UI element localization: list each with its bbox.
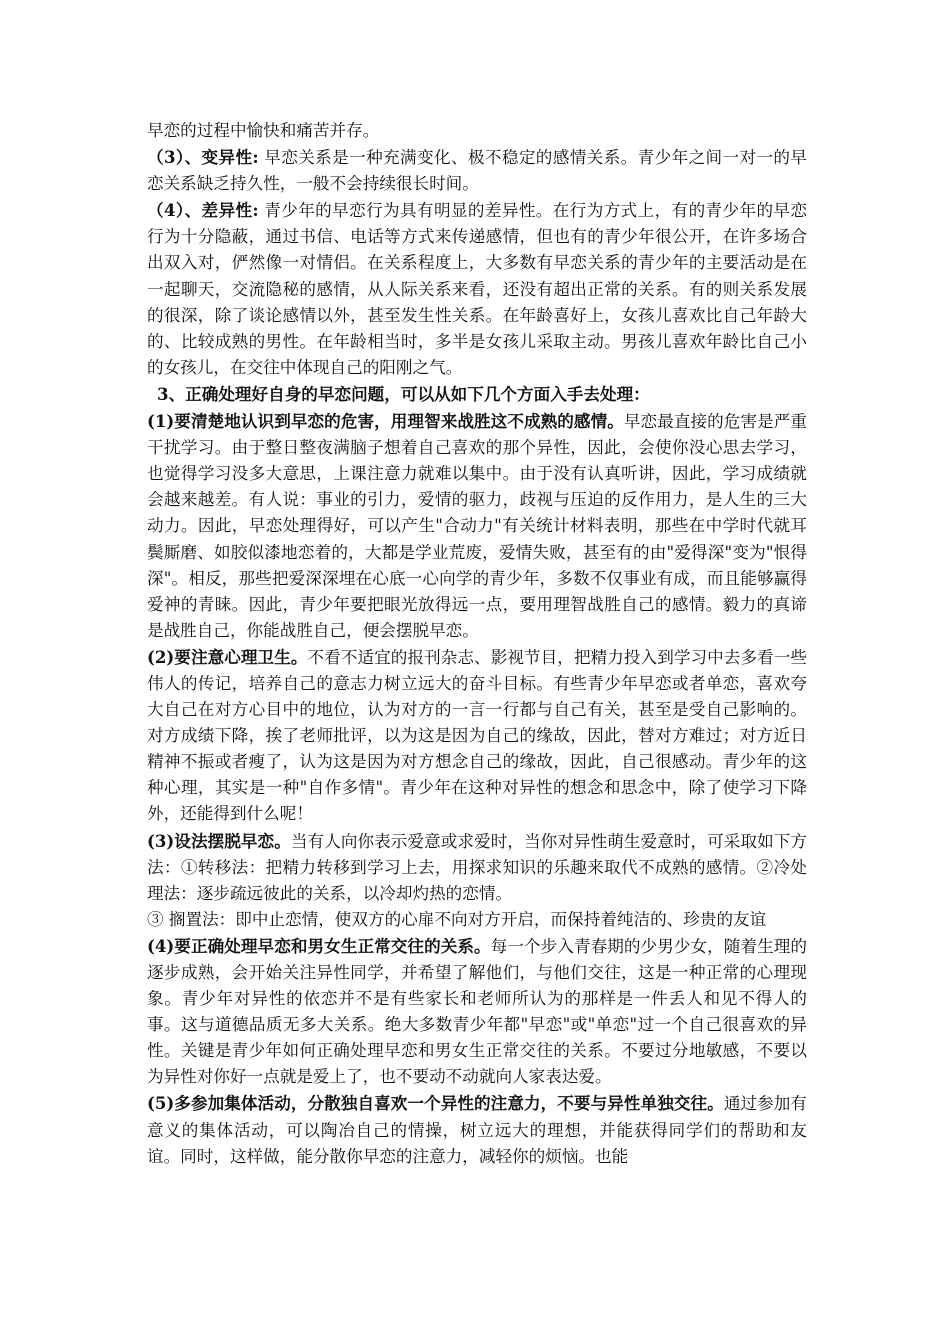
paragraph-item-2 [147,644,807,828]
paragraph-heading: (4)要正确处理早恋和男女生正常交往的关系。 [147,935,491,956]
paragraph-heading: (5)多参加集体活动，分散独自喜欢一个异性的注意力，不要与异性单独交往。 [147,1093,724,1114]
section-heading [147,381,807,408]
document-page [147,118,807,1170]
paragraph-item-3-continued [147,907,807,933]
paragraph-text: 早恋最直接的危害是严重干扰学习。由于整日整夜满脑子想着自己喜欢的那个异性，因此，会使你没心思去学习，也觉得学习没多大意思，上课注意力就难以集中。由于没有认真听讲，因此，学习成绩就会越来越差。有人说：事业的引力，爱情的驱力，歧视与压迫的反作用力，是人生的三大动力。因此，早恋处理得好，可以产生"合动力"有关统计材料表明，那些在中学时代就耳鬓厮磨、如胶似漆地恋着的，大都是学业荒废，爱情失败，甚至有的由"爱得深"变为"恨得深"。相反，那些把爱深深埋在心底一心向学的青少年，多数不仅事业有成，而且能够赢得爱神的青睐。因此，青少年要把眼光放得远一点，要用理智战胜自己的感情。毅力的真谛是战胜自己，你能战胜自己，便会摆脱早恋。 [147,412,807,640]
paragraph-text: 当有人向你表示爱意或求爱时，当你对异性萌生爱意时，可采取如下方法：①转移法：把精力转移到学习上去，用探求知识的乐趣来取代不成熟的感情。②冷处理法：逐步疏远彼此的关系，以冷却灼热的恋情。 [147,831,808,903]
paragraph-text: 不看不适宜的报刊杂志、影视节目，把精力投入到学习中去多看一些伟人的传记，培养自己的意志力树立远大的奋斗目标。有些青少年早恋或者单恋，喜欢夸大自己在对方心目中的地位，认为对方的一言一行都与自己有关，甚至是受自己影响的。对方成绩下降，挨了老师批评，以为这是因为自己的缘故，因此，替对方难过；对方近日精神不振或者瘦了，认为这是因为对方想念自己的缘故，因此，自己很感动。青少年的这种心理，其实是一种"自作多情"。青少年在这种对异性的想念和思念中，除了使学习下降外，还能得到什么呢！ [147,647,808,824]
paragraph-item-3 [147,828,807,907]
paragraph-heading: （4）、差异性: [147,200,259,221]
paragraph-variability [147,144,807,197]
paragraph-heading: (2)要注意心理卫生。 [147,646,308,667]
paragraph-text: 通过参加有意义的集体活动，可以陶冶自己的情操，树立远大的理想，并能获得同学们的帮助和友谊。同时，这样做，能分散你早恋的注意力，减轻你的烦恼。也能 [147,1094,808,1166]
paragraph-text: 青少年的早恋行为具有明显的差异性。在行为方式上，有的青少年的早恋行为十分隐蔽，通过书信、电话等方式来传递感情，但也有的青少年很公开，在许多场合出双入对，俨然像一对情侣。在关系程度上，大多数有早恋关系的青少年的主要活动是在一起聊天，交流隐秘的感情，从人际关系来看，还没有超出正常的关系。有的则关系发展的很深，除了谈论感情以外，甚至发生性关系。在年龄喜好上，女孩儿喜欢比自己年龄大的、比较成熟的男性。在年龄相当时，多半是女孩儿采取主动。男孩儿喜欢年龄比自己小的女孩儿，在交往中体现自己的阳刚之气。 [147,201,807,377]
paragraph-item-1 [147,408,807,644]
paragraph-text: 早恋的过程中愉快和痛苦并存。 [147,121,380,140]
paragraph-item-4 [147,933,807,1091]
paragraph-text: 每一个步入青春期的少男少女，随着生理的逐步成熟，会开始关注异性同学，并希望了解他们，与他们交往，这是一种正常的心理现象。青少年对异性的依恋并不是有些家长和老师所认为的那样是一件丢人和见不得人的事。这与道德品质无多大关系。绝大多数青少年都"早恋"或"单恋"过一个自己很喜欢的异性。关键是青少年如何正确处理早恋和男女生正常交往的关系。不要过分地敏感，不要以为异性对你好一点就是爱上了，也不要动不动就向人家表达爱。 [147,936,808,1087]
paragraph-continued [147,118,807,144]
paragraph-text: 早恋关系是一种充满变化、极不稳定的感情关系。青少年之间一对一的早恋关系缺乏持久性，一般不会持续很长时间。 [147,148,807,194]
paragraph-text: ③ 搁置法：即中止恋情，使双方的心扉不向对方开启，而保持着纯洁的、珍贵的友谊 [147,909,767,929]
paragraph-heading: (1)要清楚地认识到早恋的危害，用理智来战胜这不成熟的感情。 [147,411,624,432]
paragraph-item-5 [147,1090,807,1169]
paragraph-heading: (3)设法摆脱早恋。 [147,830,291,851]
section-heading-text: 3、正确处理好自身的早恋问题，可以从如下几个方面入手去处理： [157,383,650,404]
paragraph-difference [147,197,807,381]
paragraph-heading: （3）、变异性: [147,147,259,168]
